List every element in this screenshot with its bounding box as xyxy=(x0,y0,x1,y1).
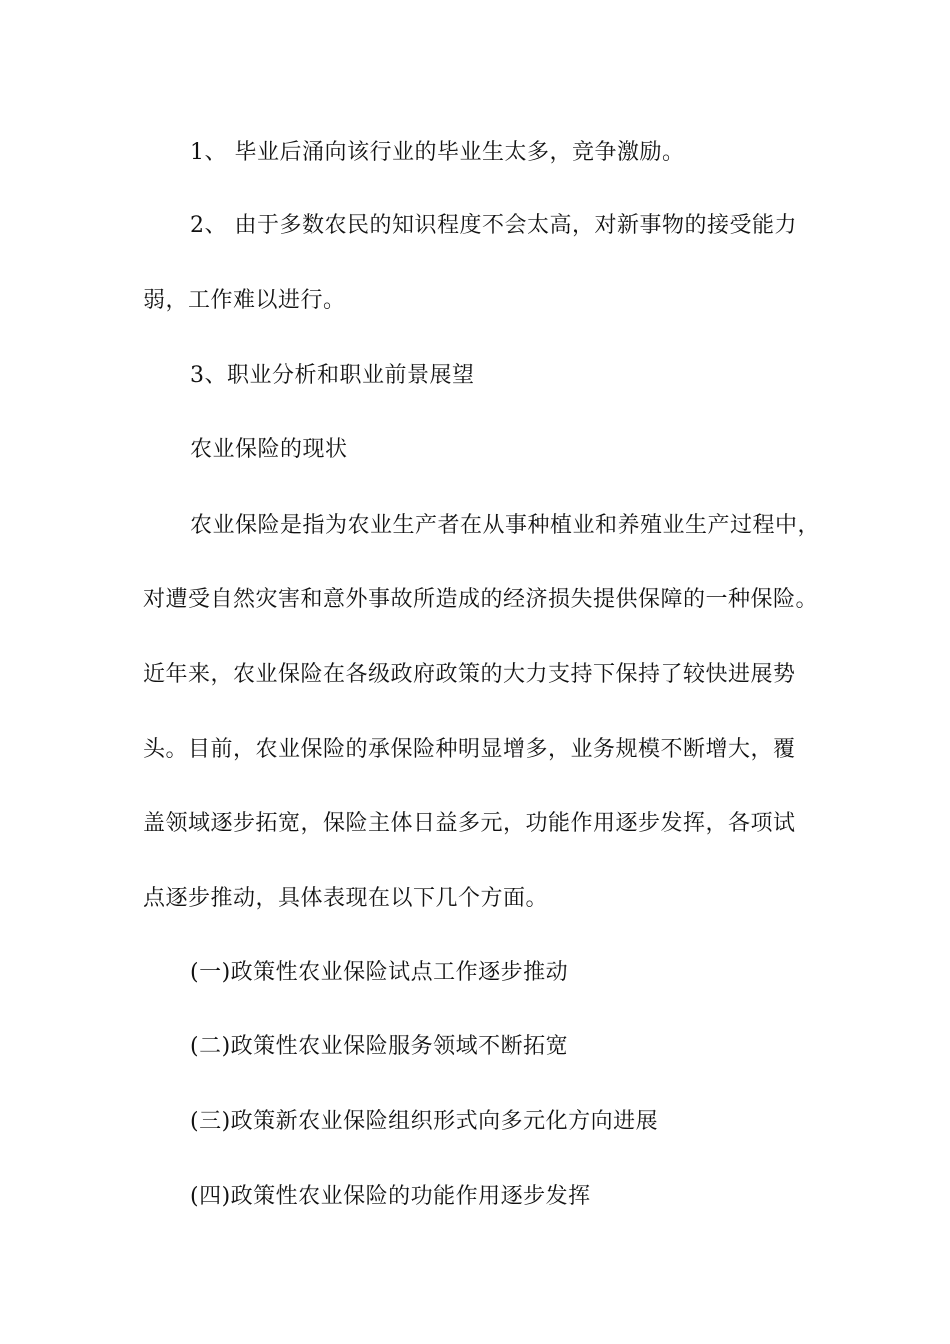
sub-item-1: (一)政策性农业保险试点工作逐步推动 xyxy=(190,960,569,985)
sub-item-2: (二)政策性农业保险服务领域不断拓宽 xyxy=(190,1034,569,1059)
list-item-2-continuation: 弱，工作难以进行。 xyxy=(143,288,346,313)
list-item-2: 2、 由于多数农民的知识程度不会太高，对新事物的接受能力 xyxy=(190,213,797,238)
paragraph-line-6: 点逐步推动，具体表现在以下几个方面。 xyxy=(143,886,549,911)
sub-item-4: (四)政策性农业保险的功能作用逐步发挥 xyxy=(190,1184,591,1209)
paragraph-line-4: 头。目前，农业保险的承保险种明显增多，业务规模不断增大，覆 xyxy=(143,737,796,762)
section-heading-career-analysis: 3、职业分析和职业前景展望 xyxy=(190,363,475,388)
list-item-1: 1、 毕业后涌向该行业的毕业生太多，竞争激励。 xyxy=(190,140,685,165)
paragraph-line-2: 对遭受自然灾害和意外事故所造成的经济损失提供保障的一种保险。 xyxy=(143,587,819,612)
paragraph-line-5: 盖领域逐步拓宽，保险主体日益多元，功能作用逐步发挥，各项试 xyxy=(143,811,796,836)
sub-item-3: (三)政策新农业保险组织形式向多元化方向进展 xyxy=(190,1109,659,1134)
section-subheading-insurance-status: 农业保险的现状 xyxy=(190,437,348,462)
paragraph-line-3: 近年来，农业保险在各级政府政策的大力支持下保持了较快进展势 xyxy=(143,662,796,687)
paragraph-line-1: 农业保险是指为农业生产者在从事种植业和养殖业生产过程中， xyxy=(190,513,821,538)
